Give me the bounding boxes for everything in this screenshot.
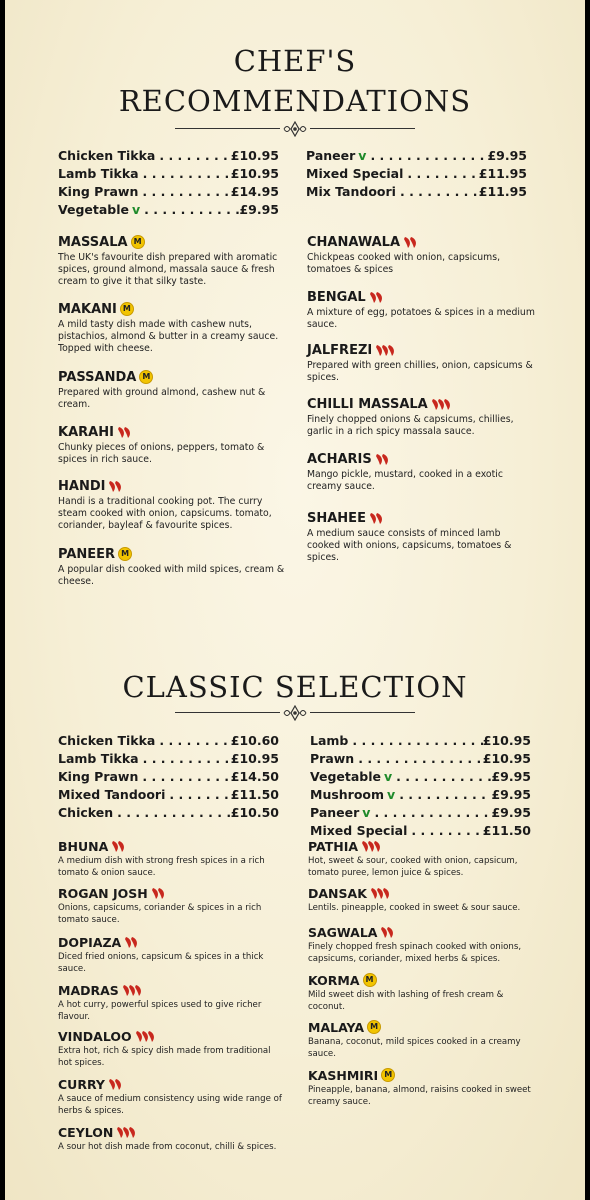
price-row (58, 164, 279, 182)
dish-heading (307, 451, 535, 467)
mild-badge-icon: M (139, 370, 153, 384)
dish-name: MAKANI (58, 301, 117, 317)
dish-description: Mango pickle, mustard, cooked in a exotic creamy sauce. (307, 469, 503, 492)
dish-item (308, 838, 536, 879)
chefs-divider-ornament (175, 121, 415, 137)
price-row (310, 749, 531, 767)
dish-item (58, 1076, 286, 1117)
dish-name: BHUNA (58, 838, 109, 854)
price-row (58, 785, 279, 803)
dish-heading (58, 478, 286, 494)
dish-heading (308, 972, 536, 988)
dish-description: Banana, coconut, mild spices cooked in a creamy sauce. (308, 1037, 521, 1059)
dish-item (58, 885, 286, 926)
dish-heading (58, 885, 286, 901)
dot-leader (155, 148, 230, 163)
item-name: Paneer (306, 147, 356, 163)
item-name: Paneer (310, 804, 360, 820)
dish-item (58, 1028, 286, 1069)
dish-description: Extra hot, rich & spicy dish made from traditional hot spices. (58, 1046, 271, 1068)
dish-description: Pineapple, banana, almond, raisins cooked in sweet creamy sauce. (308, 1085, 531, 1107)
chilli-icon (380, 926, 394, 939)
item-price: £9.95 (239, 201, 279, 217)
price-row (58, 200, 279, 218)
item-name: Vegetable (310, 768, 382, 784)
item-price: £11.95 (478, 165, 527, 181)
dish-heading (308, 838, 536, 854)
classic-title: CLASSIC SELECTION (122, 670, 468, 704)
item-name: Lamb Tikka (58, 750, 139, 766)
dish-name: CHILLI MASSALA (307, 396, 428, 412)
chilli-icon (431, 398, 451, 411)
price-row (306, 146, 527, 164)
dish-heading (307, 342, 535, 358)
item-name: Chicken (58, 804, 114, 820)
dish-description: A medium dish with strong fresh spices in a rich tomato & onion sauce. (58, 856, 265, 878)
dish-name: JALFREZI (307, 342, 373, 358)
dish-description: Handi is a traditional cooking pot. The curry steam cooked with onion, capsicums. tomato, coriander, bayleaf & favourite spices. (58, 496, 272, 531)
dish-item (307, 234, 535, 276)
dot-leader (370, 805, 491, 820)
dish-description: Prepared with ground almond, cashew nut & cream. (58, 387, 266, 410)
classic-price-list-right (310, 731, 531, 839)
dish-item (58, 424, 286, 466)
dot-leader (366, 148, 487, 163)
item-name: Mushroom (310, 786, 385, 802)
dish-name: BENGAL (307, 289, 366, 305)
dish-description: Diced fried onions, capsicum & spices in a thick sauce. (58, 952, 264, 974)
dot-leader (407, 823, 482, 838)
dot-leader (354, 751, 483, 766)
dish-heading (58, 1124, 286, 1140)
flourish-icon (283, 121, 307, 137)
dot-leader (138, 769, 230, 784)
chilli-icon (370, 887, 390, 900)
dish-description: Mild sweet dish with lashing of fresh cream & coconut. (308, 990, 504, 1012)
dish-name: CEYLON (58, 1124, 114, 1140)
chilli-icon (108, 1078, 122, 1091)
flourish-icon (283, 705, 307, 721)
dish-heading (58, 546, 286, 562)
dish-description: Prepared with green chillies, onion, capsicums & spices. (307, 360, 533, 383)
item-price: £10.50 (230, 804, 279, 820)
dish-heading (307, 396, 535, 412)
item-name: Lamb Tikka (58, 165, 139, 181)
dish-item (307, 451, 535, 493)
mild-badge-icon: M (118, 547, 132, 561)
item-name: King Prawn (58, 768, 139, 784)
dish-description: A mild tasty dish made with cashew nuts, pistachios, almond & butter in a creamy sauce. Topped with cheese. (58, 319, 279, 354)
dish-item (58, 982, 286, 1023)
mild-badge-icon: M (363, 973, 377, 987)
dish-name: MADRAS (58, 982, 119, 998)
dish-heading (58, 1028, 286, 1044)
chilli-icon (369, 291, 383, 304)
dish-item (58, 234, 286, 288)
chilli-icon (111, 840, 125, 853)
chilli-icon (117, 426, 131, 439)
dot-leader (165, 787, 230, 802)
price-row (306, 164, 527, 182)
dish-item (58, 546, 286, 588)
price-row (58, 182, 279, 200)
item-name: Mixed Special (310, 822, 408, 838)
chefs-title-line2: RECOMMENDATIONS (118, 84, 472, 118)
chilli-icon (108, 480, 122, 493)
dish-description: Finely chopped onions & capsicums, chillies, garlic in a rich spicy massala sauce. (307, 414, 514, 437)
vegetarian-tick-icon: v (387, 786, 396, 802)
price-row (58, 803, 279, 821)
item-price: £11.50 (230, 786, 279, 802)
dish-item (308, 1019, 536, 1060)
dish-description: A mixture of egg, potatoes & spices in a medium sauce. (307, 307, 535, 330)
dish-heading (308, 924, 536, 940)
dish-name: ACHARIS (307, 451, 372, 467)
dish-name: PASSANDA (58, 369, 137, 385)
chilli-icon (151, 887, 165, 900)
item-name: Chicken Tikka (58, 732, 156, 748)
price-row (58, 749, 279, 767)
dish-item (307, 289, 535, 331)
classic-divider-ornament (175, 705, 415, 721)
price-row (58, 767, 279, 785)
dish-name: PATHIA (308, 838, 359, 854)
dish-description: A medium sauce consists of minced lamb cooked with onions, capsicums, tomatoes & spices. (307, 528, 512, 563)
dish-description: A sauce of medium consistency using wide range of herbs & spices. (58, 1094, 282, 1116)
item-price: £11.95 (478, 183, 527, 199)
chilli-icon (403, 236, 417, 249)
dish-heading (58, 234, 286, 250)
item-price: £9.95 (491, 768, 531, 784)
vegetarian-tick-icon: v (362, 804, 371, 820)
item-name: Chicken Tikka (58, 147, 156, 163)
chilli-icon (369, 512, 383, 525)
dish-name: DANSAK (308, 885, 367, 901)
dish-heading (58, 982, 286, 998)
price-row (310, 785, 531, 803)
chefs-price-list-right (306, 146, 527, 200)
dish-heading (307, 289, 535, 305)
dish-heading (58, 369, 286, 385)
item-price: £10.95 (230, 165, 279, 181)
dot-leader (392, 769, 491, 784)
dot-leader (403, 166, 478, 181)
item-price: £9.95 (487, 147, 527, 163)
dish-item (308, 924, 536, 965)
dish-description: Chunky pieces of onions, peppers, tomato & spices in rich sauce. (58, 442, 265, 465)
mild-badge-icon: M (120, 302, 134, 316)
dish-item (58, 369, 286, 411)
dish-item (307, 342, 535, 384)
item-price: £11.50 (482, 822, 531, 838)
dish-heading (58, 934, 286, 950)
dot-leader (396, 184, 479, 199)
mild-badge-icon: M (131, 235, 145, 249)
dish-name: MALAYA (308, 1019, 365, 1035)
item-price: £10.95 (482, 732, 531, 748)
dish-description: Lentils. pineapple, cooked in sweet & sour sauce. (308, 903, 521, 913)
item-price: £10.95 (230, 147, 279, 163)
dish-heading (58, 301, 286, 317)
dish-description: Onions, capsicums, coriander & spices in a rich tomato sauce. (58, 903, 262, 925)
dot-leader (139, 166, 231, 181)
right-border (585, 0, 590, 1200)
dish-name: DOPIAZA (58, 934, 122, 950)
item-price: £9.95 (491, 804, 531, 820)
dish-name: KASHMIRI (308, 1067, 379, 1083)
dish-item (308, 972, 536, 1013)
dish-name: CURRY (58, 1076, 105, 1092)
dish-item (308, 1067, 536, 1108)
dish-heading (58, 424, 286, 440)
dish-item (58, 934, 286, 975)
price-row (310, 767, 531, 785)
item-price: £10.60 (230, 732, 279, 748)
vegetarian-tick-icon: v (384, 768, 393, 784)
item-name: King Prawn (58, 183, 139, 199)
item-name: Mixed Tandoori (58, 786, 166, 802)
dish-name: SHAHEE (307, 510, 366, 526)
item-price: £10.95 (230, 750, 279, 766)
price-row (310, 821, 531, 839)
dish-item (58, 838, 286, 879)
mild-badge-icon: M (367, 1020, 381, 1034)
vegetarian-tick-icon: v (358, 147, 367, 163)
dish-name: CHANAWALA (307, 234, 400, 250)
dish-heading (58, 838, 286, 854)
dish-description: A popular dish cooked with mild spices, cream & cheese. (58, 564, 285, 587)
price-row (310, 731, 531, 749)
dish-heading (307, 234, 535, 250)
dish-name: HANDI (58, 478, 106, 494)
item-name: Vegetable (58, 201, 130, 217)
chilli-icon (375, 453, 389, 466)
dish-name: ROGAN JOSH (58, 885, 148, 901)
dish-heading (307, 510, 535, 526)
item-name: Lamb (310, 732, 349, 748)
classic-price-list-left (58, 731, 279, 821)
dish-heading (308, 885, 536, 901)
dish-name: PANEER (58, 546, 116, 562)
item-price: £14.50 (230, 768, 279, 784)
dish-item (58, 478, 286, 532)
chilli-icon (135, 1030, 155, 1043)
dot-leader (139, 751, 231, 766)
item-price: £10.95 (482, 750, 531, 766)
item-name: Mixed Special (306, 165, 404, 181)
dish-description: A sour hot dish made from coconut, chilli & spices. (58, 1142, 277, 1152)
dot-leader (140, 202, 239, 217)
chefs-title-line1: CHEF'S (233, 44, 357, 78)
chilli-icon (116, 1126, 136, 1139)
dish-heading (308, 1067, 536, 1083)
dish-description: Finely chopped fresh spinach cooked with onions, capsicums, coriander, mixed herbs & spices. (308, 942, 522, 964)
dish-heading (308, 1019, 536, 1035)
dish-item (58, 301, 286, 355)
dish-description: A hot curry, powerful spices used to give richer flavour. (58, 1000, 262, 1022)
dish-name: MASSALA (58, 234, 128, 250)
dish-description: The UK's favourite dish prepared with aromatic spices, ground almond, massala sauce & fresh cream to give it that silky taste. (58, 252, 278, 287)
dish-item (308, 885, 536, 915)
dish-name: VINDALOO (58, 1028, 132, 1044)
dot-leader (155, 733, 230, 748)
item-name: Prawn (310, 750, 355, 766)
dish-name: KORMA (308, 972, 360, 988)
left-border (0, 0, 5, 1200)
item-price: £9.95 (491, 786, 531, 802)
mild-badge-icon: M (381, 1068, 395, 1082)
price-row (58, 146, 279, 164)
dish-item (307, 396, 535, 438)
chilli-icon (361, 840, 381, 853)
item-name: Mix Tandoori (306, 183, 396, 199)
vegetarian-tick-icon: v (132, 201, 141, 217)
dish-name: KARAHI (58, 424, 114, 440)
dot-leader (348, 733, 482, 748)
price-row (306, 182, 527, 200)
dish-description: Chickpeas cooked with onion, capsicums, tomatoes & spices (307, 252, 501, 275)
chilli-icon (124, 936, 138, 949)
dot-leader (395, 787, 491, 802)
item-price: £14.95 (230, 183, 279, 199)
dish-heading (58, 1076, 286, 1092)
dish-item (307, 510, 535, 564)
chefs-price-list-left (58, 146, 279, 218)
dish-item (58, 1124, 286, 1154)
chilli-icon (122, 984, 142, 997)
dish-name: SAGWALA (308, 924, 378, 940)
dot-leader (113, 805, 231, 820)
chilli-icon (375, 344, 395, 357)
price-row (58, 731, 279, 749)
price-row (310, 803, 531, 821)
dot-leader (138, 184, 230, 199)
dish-description: Hot, sweet & sour, cooked with onion, capsicum, tomato puree, lemon juice & spices. (308, 856, 518, 878)
